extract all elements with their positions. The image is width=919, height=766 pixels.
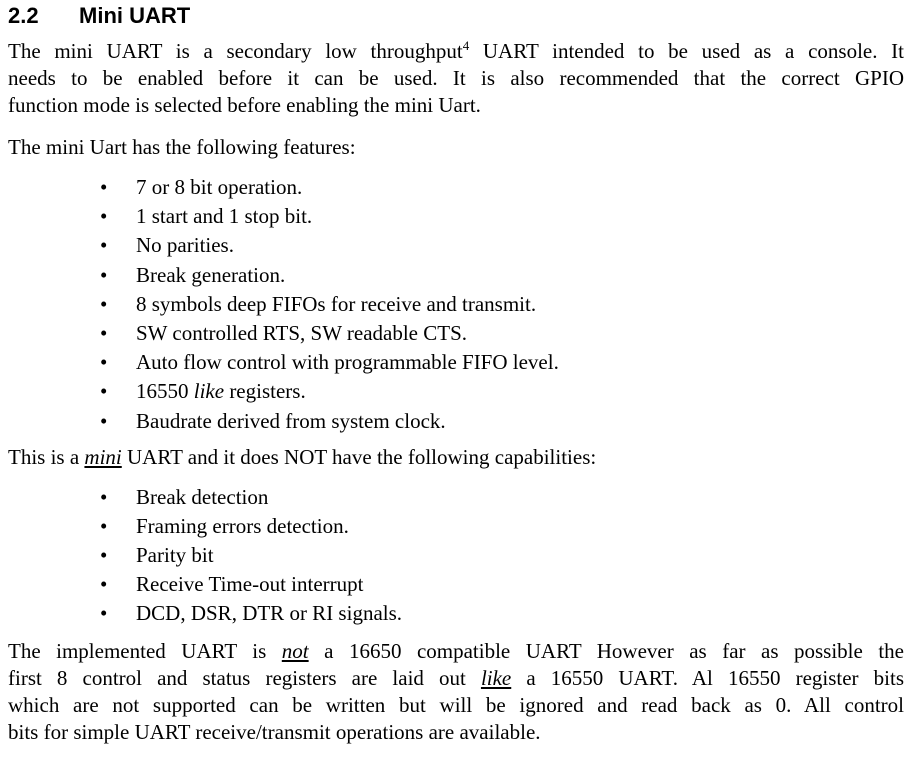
bullet-icon: •: [100, 571, 108, 596]
list-item: [8, 407, 904, 436]
list-item-text: 8 symbols deep FIFOs for receive and transmit.: [136, 291, 537, 316]
final-line-2: [8, 665, 904, 692]
section-number: 2.2: [8, 3, 39, 28]
bullet-icon: •: [100, 175, 108, 199]
intro-line-2: needs to be enabled before it can be used. It is also recommended that the correct GPIO: [8, 66, 904, 90]
list-item: [8, 290, 904, 319]
bullet-icon: •: [100, 350, 108, 375]
list-item: [8, 173, 904, 202]
bullet-icon: •: [100, 291, 108, 316]
capabilities-intro-start: This is a: [8, 444, 85, 469]
list-item-text: Baudrate derived from system clock.: [136, 408, 446, 433]
list-item: [8, 261, 904, 290]
intro-line-3: function mode is selected before enabling the mini Uart.: [8, 93, 481, 117]
list-item-text: Auto flow control with programmable FIFO level.: [136, 350, 559, 375]
list-item: [8, 319, 904, 348]
bullet-icon: •: [100, 204, 108, 229]
list-item-text: DCD, DSR, DTR or RI signals.: [136, 600, 403, 625]
list-item: [8, 377, 904, 406]
list-item: [8, 512, 904, 541]
bullet-icon: •: [100, 513, 108, 538]
compatibility-paragraph: [8, 638, 904, 746]
list-item-text: 16550: [136, 379, 194, 404]
final-line-2-start: first 8 control and status registers are laid out: [8, 665, 481, 690]
list-item-text: Break detection: [136, 484, 269, 509]
intro-line-1-end: UART intended to be used as a console. It: [469, 39, 904, 63]
section-heading: [8, 2, 904, 38]
intro-line-1: [8, 38, 904, 65]
bullet-icon: •: [100, 262, 108, 287]
list-item: [8, 348, 904, 377]
bullet-icon: •: [100, 379, 108, 404]
emphasis-not: not: [281, 638, 309, 663]
missing-capabilities-list: [8, 483, 904, 628]
final-line-4: bits for simple UART receive/transmit operations are available.: [8, 719, 541, 744]
list-item-text: Framing errors detection.: [136, 513, 349, 538]
footnote-ref[interactable]: 4: [462, 38, 470, 53]
final-line-1-end: a 16650 compatible UART However as far as possible the: [308, 638, 904, 663]
bullet-icon: •: [100, 542, 108, 567]
intro-line-1-start: The mini UART is a secondary low throughput: [8, 39, 463, 63]
list-item: [8, 541, 904, 570]
final-line-1: [8, 638, 904, 665]
capabilities-intro: [8, 444, 904, 471]
list-item-text: Break generation.: [136, 262, 286, 287]
bullet-icon: •: [100, 484, 108, 509]
list-item: [8, 202, 904, 231]
final-line-1-start: The implemented UART is: [8, 638, 282, 663]
list-item: [8, 570, 904, 599]
list-item-text: No parities.: [136, 233, 234, 258]
section-title: Mini UART: [79, 3, 191, 28]
document-page: [8, 0, 904, 746]
capabilities-intro-end: UART and it does NOT have the following capabilities:: [121, 444, 597, 469]
final-line-2-end: a 16550 UART. Al 16550 register bits: [511, 665, 904, 690]
features-list: [8, 173, 904, 436]
bullet-icon: •: [100, 408, 108, 433]
list-item: [8, 231, 904, 260]
list-item-text-end: registers.: [224, 379, 306, 404]
emphasis-mini: mini: [84, 444, 122, 469]
list-item-text: Receive Time-out interrupt: [136, 571, 364, 596]
list-item-text: 1 start and 1 stop bit.: [136, 204, 313, 229]
bullet-icon: •: [100, 600, 108, 625]
emphasis-like-underlined: like: [480, 665, 512, 690]
list-item-text: Parity bit: [136, 542, 214, 567]
final-line-3: which are not supported can be written but will be ignored and read back as 0. All control: [8, 692, 904, 717]
list-item-text: 7 or 8 bit operation.: [136, 175, 303, 199]
list-item: [8, 483, 904, 512]
list-item-text: SW controlled RTS, SW readable CTS.: [136, 320, 468, 345]
intro-paragraph: [8, 38, 904, 119]
list-item: [8, 599, 904, 628]
emphasis-like: like: [193, 379, 225, 404]
bullet-icon: •: [100, 233, 108, 258]
bullet-icon: •: [100, 320, 108, 345]
features-intro: The mini Uart has the following features:: [8, 135, 356, 159]
